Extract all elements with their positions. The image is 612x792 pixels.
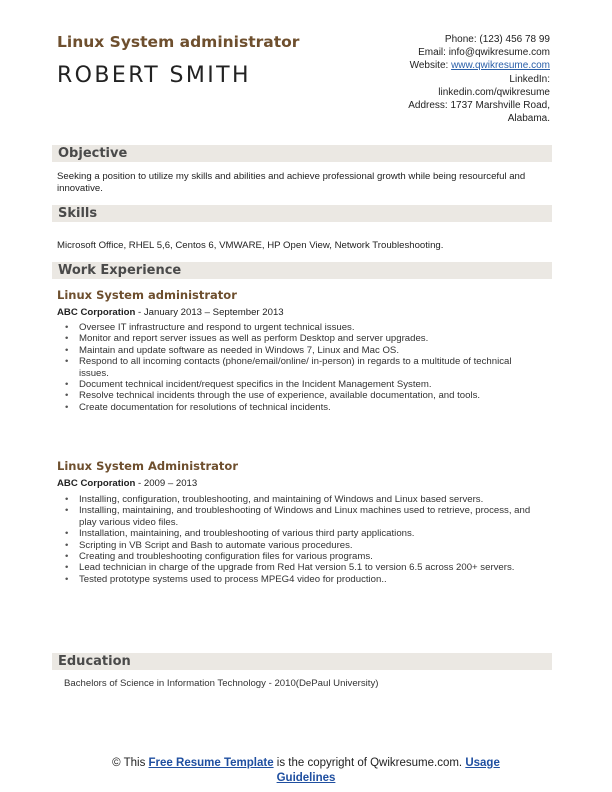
bullet-dot: • (65, 494, 69, 505)
bullet-text: Resolve technical incidents through the use of experience, available documentation, and tools. (79, 390, 481, 402)
education-text: Bachelors of Science in Information Technology - 2010(DePaul University) (64, 678, 379, 689)
bullet-text: Installation, maintaining, and troubleshooting of various third party applications. (79, 528, 415, 540)
list-item (57, 494, 537, 505)
skills-text: Microsoft Office, RHEL 5,6, Centos 6, VMWARE, HP Open View, Network Troubleshooting. (57, 240, 444, 251)
list-item (57, 356, 537, 379)
section-title-skills: Skills (58, 206, 98, 221)
contact-email: Email: info@qwikresume.com (418, 47, 550, 59)
candidate-name: ROBERT SMITH (57, 63, 251, 88)
job-dates-2: - 2009 – 2013 (135, 478, 198, 489)
bullet-dot: • (65, 539, 69, 551)
list-item (57, 402, 537, 413)
bullet-text: Installing, maintaining, and troubleshooting of Windows and Linux machines used to retrieve, process, and play various video files. (79, 505, 531, 528)
contact-address-line1: Address: 1737 Marshville Road, (408, 100, 550, 112)
usage-link[interactable]: Usage (465, 757, 500, 769)
bullet-dot: • (65, 344, 69, 356)
list-item (57, 345, 537, 356)
header-job-title: Linux System administrator (57, 33, 300, 51)
list-item (57, 562, 537, 573)
guidelines-link[interactable]: Guidelines (276, 771, 336, 784)
section-title-education: Education (58, 654, 131, 669)
bullet-dot: • (65, 322, 69, 333)
contact-website-label: Website: (409, 60, 452, 72)
website-link[interactable]: www.qwikresume.com (451, 60, 550, 72)
bullet-text: Lead technician in charge of the upgrade from Red Hat version 5.1 to version 6.5 across 200+ servers. (79, 562, 515, 574)
section-bar-education (52, 653, 552, 670)
job-dates-1: - January 2013 – September 2013 (135, 307, 284, 318)
bullet-dot: • (65, 551, 69, 563)
contact-website (330, 59, 550, 72)
list-item (57, 322, 537, 333)
bullet-dot: • (65, 356, 69, 368)
job-company-2: ABC Corporation (57, 478, 136, 489)
contact-phone: Phone: (123) 456 78 99 (444, 34, 550, 45)
bullet-text: Document technical incident/request specifics in the Incident Management System. (79, 379, 432, 391)
section-bar-work-experience (52, 262, 552, 279)
list-item (57, 333, 537, 344)
job-company-1: ABC Corporation (57, 307, 136, 318)
objective-text: Seeking a position to utilize my skills and abilities and achieve professional growth while being resourceful and innovative. (57, 171, 526, 194)
bullet-text: Maintain and update software as needed in Windows 7, Linux and Mac OS. (79, 344, 399, 356)
bullet-text: Scripting in VB Script and Bash to automate various procedures. (79, 539, 353, 551)
section-bar-objective (52, 145, 552, 162)
bullet-dot: • (65, 390, 69, 402)
section-bar-skills (52, 205, 552, 222)
job-title-1: Linux System administrator (57, 288, 237, 302)
list-item (57, 574, 537, 585)
list-item (57, 528, 537, 539)
bullet-dot: • (65, 379, 69, 391)
list-item (57, 505, 537, 528)
bullet-text: Installing, configuration, troubleshooting, and maintaining of Windows and Linux based servers. (79, 494, 484, 505)
contact-block (330, 33, 550, 125)
bullet-text: Tested prototype systems used to process MPEG4 video for production.. (79, 573, 387, 585)
bullet-dot: • (65, 562, 69, 574)
job-company-line-2 (57, 478, 197, 489)
section-title-work-experience: Work Experience (58, 263, 182, 278)
bullet-text: Monitor and report server issues as well as perform Desktop and server upgrades. (79, 333, 429, 345)
footer-prefix: © This (112, 757, 149, 769)
footer-copyright (60, 756, 552, 785)
contact-address-line2: Alabama. (507, 113, 550, 125)
job-bullets-1 (57, 322, 537, 413)
contact-linkedin-value: linkedin.com/qwikresume (438, 86, 550, 98)
section-title-objective: Objective (58, 146, 128, 161)
free-resume-template-link[interactable]: Free Resume Template (148, 757, 274, 769)
bullet-dot: • (65, 528, 69, 540)
job-title-2: Linux System Administrator (57, 459, 239, 473)
bullet-dot: • (65, 333, 69, 345)
job-company-line-1 (57, 307, 284, 318)
job-bullets-2 (57, 494, 537, 585)
footer-middle: is the copyright of Qwikresume.com. (273, 757, 466, 769)
bullet-text: Create documentation for resolutions of technical incidents. (79, 401, 331, 413)
bullet-text: Respond to all incoming contacts (phone/email/online/ in-person) in regards to a multitude of technical issues. (79, 356, 512, 379)
bullet-dot: • (65, 401, 69, 413)
bullet-dot: • (65, 505, 69, 517)
bullet-text: Creating and troubleshooting configuration files for various programs. (79, 551, 373, 563)
list-item (57, 379, 537, 390)
bullet-text: Oversee IT infrastructure and respond to urgent technical issues. (79, 322, 355, 333)
contact-linkedin-label: LinkedIn: (509, 73, 550, 85)
list-item (57, 551, 537, 562)
bullet-dot: • (65, 573, 69, 585)
list-item (57, 390, 537, 401)
list-item (57, 540, 537, 551)
